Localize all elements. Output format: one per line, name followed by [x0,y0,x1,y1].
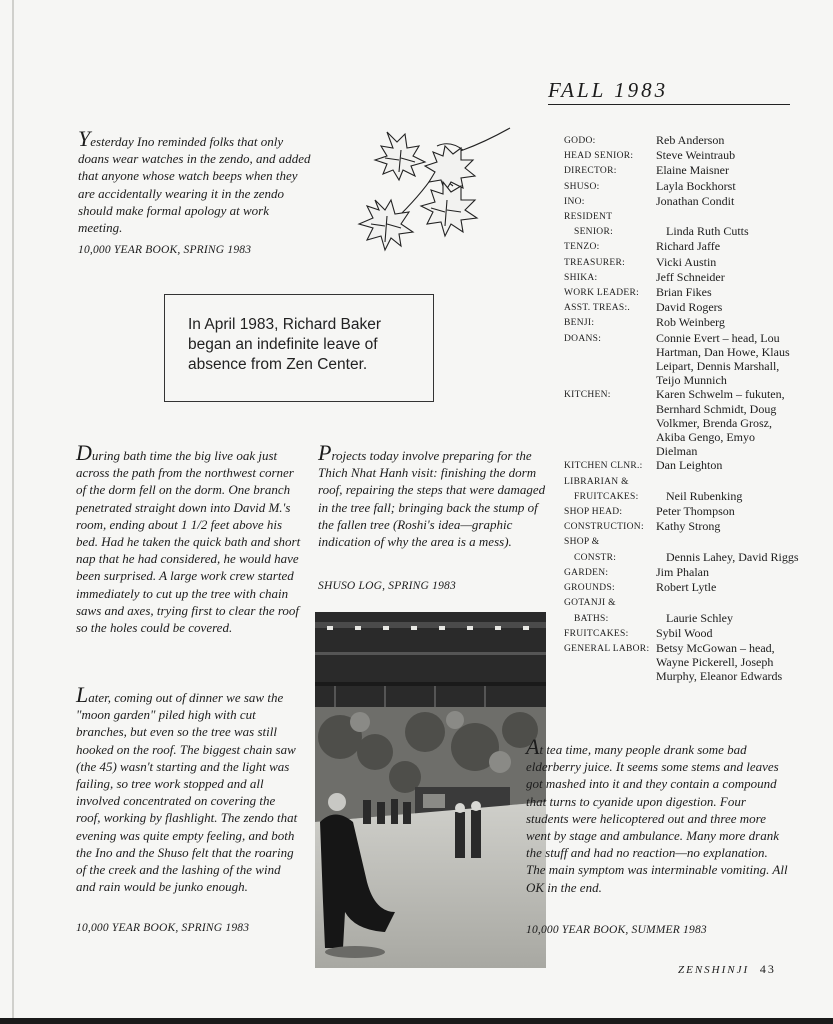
roster-names: Rob Weinberg [656,315,725,330]
roster-names: Elaine Maisner [656,163,729,178]
projects-paragraph [318,440,546,550]
roster-names: Neil Rubenking [666,488,743,503]
roster-role: BENJI: [564,318,595,329]
roster-names: Linda Ruth Cutts [666,224,749,239]
paragraph-text: t tea time, many people drank some bad elderberry juice. It seems some stems and leaves got mashed into it and they contain a compound that turns to cyanide upon digestion. Four students were helicoptered out and three more went by stage and ambulance. Many more drank the stuff and had no reaction—no explanation. The main symptom was interminable vomiting. All OK in the end. [526,742,788,895]
roster-role: WORK LEADER: [564,288,640,299]
roster-names [656,595,799,610]
roster-row [564,179,799,194]
roster-role: KITCHEN: [564,390,611,401]
roster-row [564,519,799,534]
roster-names: Jim Phalan [656,564,709,579]
roster-row [564,270,799,285]
roster-names: Brian Fikes [656,285,712,300]
roster-row [564,300,799,315]
roster-names [656,474,799,489]
roster-row [564,163,799,178]
roster-row [564,458,799,473]
ino-watch-paragraph [78,126,313,236]
roster-row [564,550,799,565]
dropcap: A [526,734,540,759]
maple-leaves-illustration [345,120,515,265]
page-binding [12,0,14,1024]
header-rule [548,104,790,105]
roster-role: RESIDENT [564,212,613,223]
roster-role: GODO: [564,136,596,146]
roster-row [564,331,799,388]
source-citation: 10,000 YEAR BOOK, SPRING 1983 [76,922,250,934]
source-citation: 10,000 YEAR BOOK, SPRING 1983 [78,244,252,256]
roster-role: KITCHEN CLNR.: [564,461,643,472]
roster-names: Richard Jaffe [656,239,721,254]
publication-name: ZENSHINJI [678,964,750,976]
roster-role: GOTANJI & [564,598,616,609]
roster-row [564,209,799,224]
paragraph-text: rojects today involve preparing for the Thich Nhat Hanh visit: finishing the dorm roof, repairing the steps that were damaged in the tree fall; bringing back the stump of the fallen tree (Roshi's idea—graphic indication of why the area is a mess). [318,448,546,550]
page-bottom-edge [0,1018,833,1024]
roster-role: TREASURER: [564,257,626,268]
roster-row [564,611,799,626]
roster-role: HEAD SENIOR: [564,151,634,162]
roster-row [564,580,799,595]
elderberry-paragraph [526,734,788,896]
roster-role: CONSTR: [574,552,617,563]
roster-role: FRUITCAKES: [564,628,629,639]
notice-box [164,294,434,402]
roster-role: SHOP & [564,537,600,548]
roster-row [564,239,799,254]
roster-names: Dennis Lahey, David Riggs [666,549,799,564]
roster-names: Steve Weintraub [656,148,736,163]
roster-row [564,148,799,163]
roster-names: Layla Bockhorst [656,178,736,193]
roster-names [656,534,799,549]
roster-role: SHIKA: [564,272,598,283]
roster-names: Jonathan Condit [656,193,735,208]
roster-role: LIBRARIAN & [564,476,629,487]
roster-names: Sybil Wood [656,625,713,640]
roster-role: DIRECTOR: [564,166,617,177]
roster-names [656,209,799,224]
roster-names: Betsy McGowan – head, Wayne Pickerell, Joseph Murphy, Eleanor Edwards [656,640,783,684]
roster-role: TENZO: [564,242,600,253]
roster-role: SENIOR: [574,227,614,238]
dropcap: L [76,682,89,707]
roster-row [564,534,799,549]
roster-row [564,565,799,580]
roster-row [564,194,799,209]
roster-role: INO: [564,196,585,207]
dropcap: P [318,440,332,465]
roster-names: Jeff Schneider [656,269,725,284]
roster-row [564,504,799,519]
roster-role: GARDEN: [564,567,609,578]
roster-row [564,255,799,270]
roster-role: SHUSO: [564,181,600,192]
roster-row [564,641,799,684]
photo-monks-courtyard [315,612,546,968]
roster-names: David Rogers [656,300,723,315]
roster-names: Karen Schwelm – fukuten, Bernhard Schmidt, Doug Volkmer, Brenda Grosz, Akiba Gengo, Emyo Dielman [656,387,785,459]
roster-names: Laurie Schley [666,610,733,625]
page-footer [678,962,776,977]
paragraph-text: ater, coming out of dinner we saw the "moon garden" piled high with cut branches, but even so the tree was still hooked on the roof. The biggest chain saw (the 45) wasn't starting and the light was failing, so tree work stopped and all involved concentrated on covering the roof, working by flashlight. The zendo that evening was quite empty feeling, and both the Ino and the Shuso felt that the roaring of the creek and the lashing of the wind and rain would be junko enough. [76,690,298,895]
page-header-season: FALL 1983 [548,78,669,102]
roster-role: SHOP HEAD: [564,507,623,518]
roster-names: Peter Thompson [656,504,735,519]
roster-row [564,387,799,458]
roster-names: Dan Leighton [656,458,723,473]
later-paragraph [76,682,301,895]
roster-role: GENERAL LABOR: [564,643,650,654]
roster-role: ASST. TREAS:. [564,303,631,314]
roster-row [564,626,799,641]
roster-row [564,315,799,330]
roster-row [564,224,799,239]
roster-row [564,133,799,148]
roster-names: Connie Evert – head, Lou Hartman, Dan Howe, Klaus Leipart, Dennis Marshall, Teijo Munnich [656,330,790,388]
dropcap: D [76,440,92,465]
notice-text: In April 1983, Richard Baker began an indefinite leave of absence from Zen Center. [188,316,381,373]
roster-row [564,595,799,610]
roster-names: Robert Lytle [656,580,717,595]
source-citation: SHUSO LOG, SPRING 1983 [318,580,456,592]
roster-role: GROUNDS: [564,583,615,594]
roster-role: CONSTRUCTION: [564,522,644,533]
roster-names: Vicki Austin [656,254,717,269]
source-citation: 10,000 YEAR BOOK, SUMMER 1983 [526,924,707,936]
page-number: 43 [759,962,776,976]
paragraph-text: esterday Ino reminded folks that only doans wear watches in the zendo, and added that anyone whose watch beeps when they are accidentally wearing it in the zendo should make formal apology at work meeting. [78,134,311,236]
roster-row [564,285,799,300]
dropcap: Y [78,126,91,151]
roster-row [564,489,799,504]
roster-row [564,474,799,489]
roster-names: Kathy Strong [656,519,721,534]
roster-role: BATHS: [574,613,609,624]
roster-role: DOANS: [564,333,602,344]
roster-role: FRUITCAKES: [574,491,639,502]
paragraph-text: uring bath time the big live oak just across the path from the northwest corner of the dorm fell on the dorm. One branch penetrated straight down into David M.'s room, ending about 1 1/2 feet above his bed. Had he taken the quick bath and short nap that he had considered, he would have been surprised. A large work crew started immediately to cut up the tree with chain saws and axes, trying first to clear the roof so the holes could be covered. [76,448,301,636]
staff-roster [564,133,799,684]
tree-fall-paragraph [76,440,301,636]
roster-names: Reb Anderson [656,133,725,147]
